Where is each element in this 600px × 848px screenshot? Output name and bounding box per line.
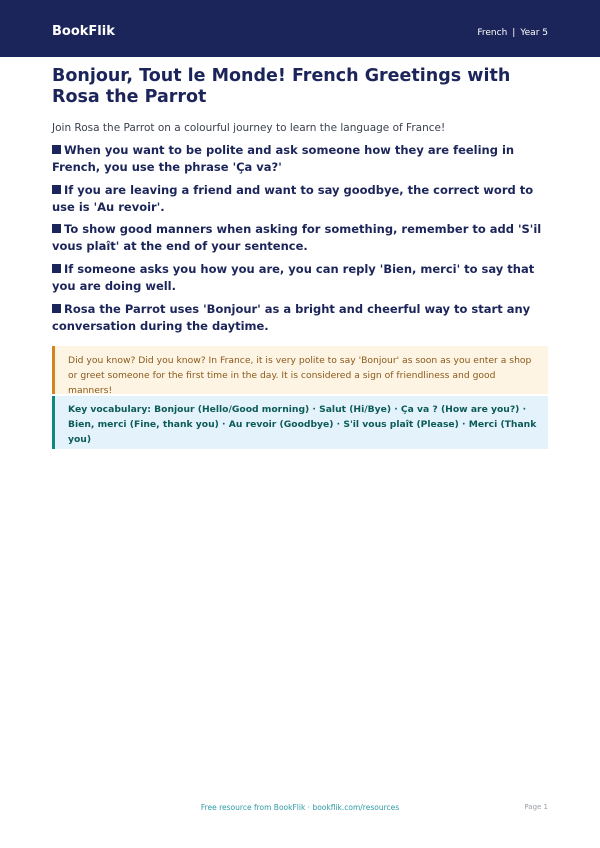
question-text: If you are leaving a friend and want to say goodbye, the correct word to use is 'Au revoir'. (52, 183, 534, 214)
meta-separator: | (512, 28, 516, 38)
question-text: Rosa the Parrot uses 'Bonjour' as a bright and cheerful way to start any conversation during the daytime. (52, 302, 531, 333)
square-bullet-icon (52, 224, 61, 233)
did-you-know-callout: Did you know? Did you know? In France, it is very polite to say 'Bonjour' as soon as you enter a shop or greet someone for the first time in the day. It is considered a sign of friendliness and good manners! (52, 346, 548, 394)
header-bar (0, 0, 600, 57)
header-meta (477, 28, 548, 38)
question-item (52, 261, 548, 295)
square-bullet-icon (52, 185, 61, 194)
intro-text: Join Rosa the Parrot on a colourful journey to learn the language of France! (52, 122, 446, 134)
page-number: Page 1 (524, 803, 548, 811)
question-text: To show good manners when asking for something, remember to add 'S'il vous plaît' at the end of your sentence. (52, 222, 542, 253)
question-item (52, 301, 548, 335)
question-item (52, 182, 548, 216)
question-text: When you want to be polite and ask someone how they are feeling in French, you use the phrase 'Ça va?' (52, 143, 515, 174)
subject-label: French (477, 28, 508, 38)
brand-logo-text[interactable]: BookFlik (52, 24, 115, 39)
question-item (52, 221, 548, 255)
square-bullet-icon (52, 304, 61, 313)
square-bullet-icon (52, 145, 61, 154)
page-title: Bonjour, Tout le Monde! French Greetings with Rosa the Parrot (52, 66, 511, 107)
year-label: Year 5 (520, 28, 548, 38)
question-item (52, 142, 548, 176)
square-bullet-icon (52, 264, 61, 273)
worksheet-content (52, 66, 548, 445)
footer-credit[interactable]: Free resource from BookFlik · bookflik.com/resources (200, 803, 400, 812)
key-vocabulary-callout: Key vocabulary: Bonjour (Hello/Good morning) · Salut (Hi/Bye) · Ça va ? (How are you?) · Bien, merci (Fine, thank you) · Au revoir (Goodbye) · S'il vous plaît (Please) · Merci (Thank you) (52, 396, 548, 449)
question-text: If someone asks you how you are, you can reply 'Bien, merci' to say that you are doing well. (52, 262, 535, 293)
